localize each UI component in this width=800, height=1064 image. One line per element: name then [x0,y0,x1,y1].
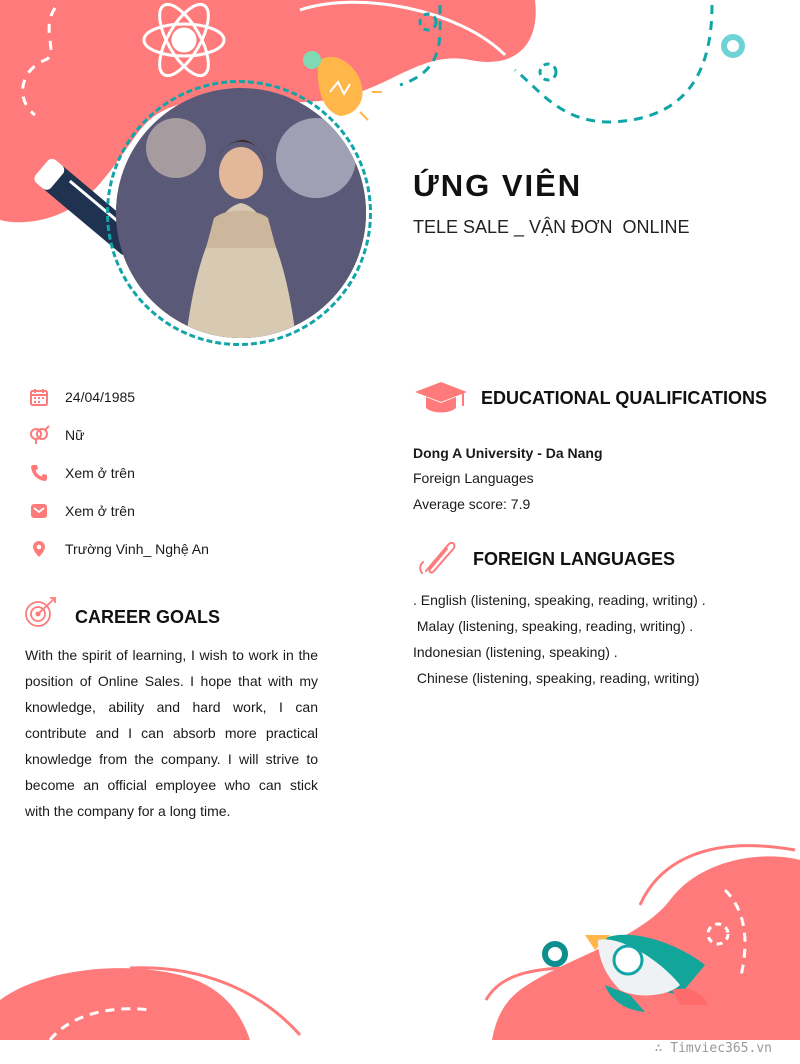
education-school: Dong A University - Da Nang [413,445,603,461]
phone-value: Xem ở trên [65,465,135,481]
phone-row [28,461,135,485]
education-score: Average score: 7.9 [413,496,531,512]
avatar [116,88,366,338]
birthdate-row [28,385,135,409]
gender-icon [28,424,50,446]
target-icon [24,596,58,628]
gender-row [28,423,84,447]
teal-ring [724,37,742,55]
email-icon [28,500,50,522]
calendar-icon [28,386,50,408]
languages-title: FOREIGN LANGUAGES [473,549,676,569]
language-malay: Malay (listening, speaking, reading, writing) . [413,618,694,634]
email-row [28,499,135,523]
location-pin-icon [28,538,50,560]
graduation-cap-icon [413,380,469,416]
gender-value: Nữ [65,427,85,443]
phone-icon [28,462,50,484]
education-title: EDUCATIONAL QUALIFICATIONS [481,388,767,408]
career-goals-text: With the spirit of learning, I wish to work in the position of Online Sales. I hope that with my knowledge, ability and hard work, I can contribute and I can absorb more practical knowledge from the company. I will strive to become an official employee who can stick with the company for a long time. [25,647,318,819]
birthdate-value: 24/04/1985 [65,389,136,405]
job-position: TELE SALE _ VẬN ĐƠN ONLINE [413,217,690,237]
watermark: ∴ Timviec365.vn [654,1041,772,1056]
candidate-name: ỨNG VIÊN [413,168,583,203]
career-goals-title: CAREER GOALS [75,607,221,627]
address-row [28,537,209,561]
language-indonesian: Indonesian (listening, speaking) . [413,644,618,660]
avatar-illustration [116,88,366,338]
language-chinese: Chinese (listening, speaking, reading, writing) [413,670,700,686]
address-value: Trường Vinh_ Nghệ An [65,541,209,557]
teal-dot [545,944,565,964]
paperclip-icon [416,537,460,579]
language-english: . English (listening, speaking, reading, writing) . [413,592,706,608]
education-major: Foreign Languages [413,470,534,486]
email-value: Xem ở trên [65,503,135,519]
